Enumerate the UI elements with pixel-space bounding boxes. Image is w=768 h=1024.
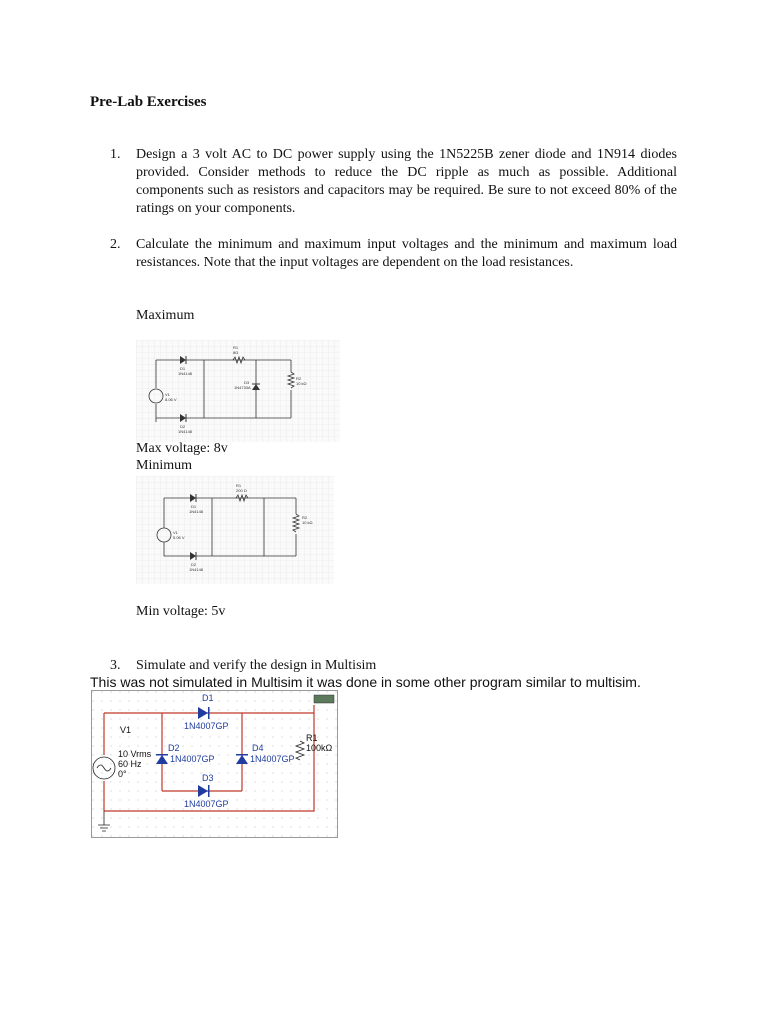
item-text: Calculate the minimum and maximum input voltages and the minimum and maximum load resistances. Note that the input voltages are dependent on the load resistances. — [136, 237, 677, 270]
r1-value: 200 Ω — [236, 488, 247, 493]
v1-label: V1 — [165, 392, 170, 397]
r1-label: R1 — [236, 483, 242, 488]
r2-label: R2 — [302, 515, 308, 520]
r2-value: 10 kΩ — [296, 381, 307, 386]
d3-part: 1N4733A — [234, 385, 251, 390]
minimum-label: Minimum — [136, 458, 193, 473]
d2-label: D2 — [168, 743, 180, 753]
r1-value: 100kΩ — [306, 743, 333, 753]
v1-value: 8.06 V — [165, 397, 177, 402]
multisim-bridge-rectifier-screenshot — [91, 690, 338, 838]
v1-frequency: 60 Hz — [118, 759, 142, 769]
d1-label: D1 — [191, 504, 197, 509]
minimum-circuit-diagram — [136, 476, 334, 584]
probe-icon — [314, 695, 334, 703]
d3-label: D3 — [244, 380, 250, 385]
d1-part: 1N4148 — [178, 371, 193, 376]
d4-part: 1N4007GP — [250, 754, 295, 764]
d1-part: 1N4007GP — [184, 721, 229, 731]
v1-phase: 0° — [118, 769, 127, 779]
item-number: 2. — [110, 237, 121, 252]
v1-label: V1 — [173, 530, 178, 535]
r2-value: 10 kΩ — [302, 520, 313, 525]
r1-value: 8Ω — [233, 350, 239, 355]
v1-value: 5.06 V — [173, 535, 185, 540]
r1-label: R1 — [233, 345, 239, 350]
min-voltage-text: Min voltage: 5v — [136, 604, 226, 619]
d1-part: 1N4148 — [189, 509, 204, 514]
item-number: 3. — [110, 658, 121, 673]
r1-label: R1 — [306, 733, 318, 743]
d2-part: 1N4148 — [189, 567, 204, 572]
d3-part: 1N4007GP — [184, 799, 229, 809]
max-voltage-text: Max voltage: 8v — [136, 441, 228, 456]
item-text: Simulate and verify the design in Multisim — [136, 658, 377, 673]
d2-label: D2 — [180, 424, 186, 429]
d2-label: D2 — [191, 562, 197, 567]
d1-label: D1 — [180, 366, 186, 371]
v1-vrms: 10 Vrms — [118, 749, 152, 759]
maximum-circuit-diagram — [136, 340, 340, 442]
section-heading: Pre-Lab Exercises — [90, 94, 207, 110]
maximum-label: Maximum — [136, 308, 195, 323]
d1-label: D1 — [202, 693, 214, 703]
item-text: Design a 3 volt AC to DC power supply using the 1N5225B zener diode and 1N914 diodes provided. Consider methods to reduce the DC ripple as much as possible. Additional components such as resistors and capacitors may be required. Be sure to not exceed 80% of the ratings on your components. — [136, 147, 677, 216]
d3-label: D3 — [202, 773, 214, 783]
v1-label: V1 — [120, 725, 132, 735]
simulation-note: This was not simulated in Multisim it was done in some other program similar to multisim. — [90, 674, 641, 690]
r2-label: R2 — [296, 376, 302, 381]
d2-part: 1N4148 — [178, 429, 193, 434]
d2-part: 1N4007GP — [170, 754, 215, 764]
item-number: 1. — [110, 147, 121, 162]
d4-label: D4 — [252, 743, 264, 753]
